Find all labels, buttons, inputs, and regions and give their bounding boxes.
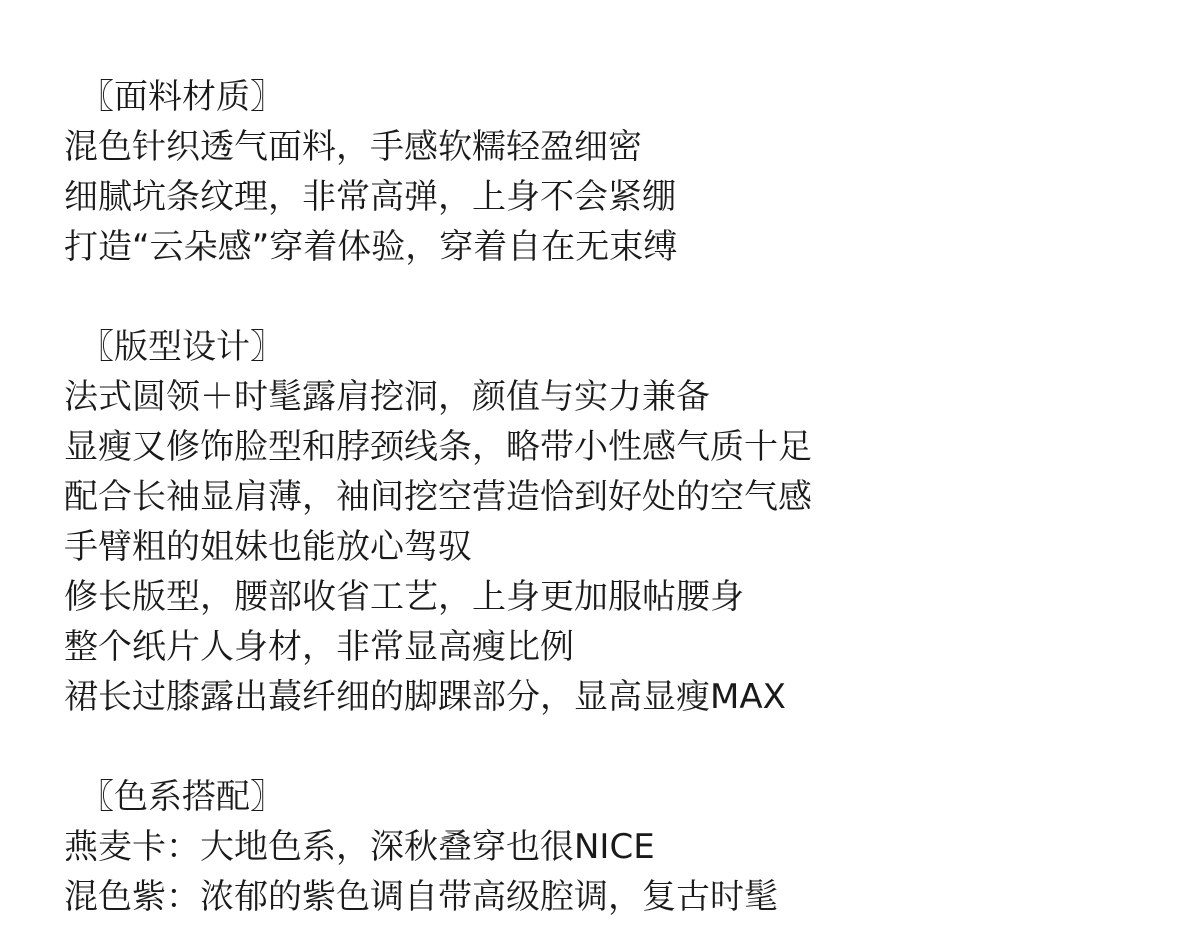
- text-line: 燕麦卡：大地色系，深秋叠穿也很NICE: [64, 827, 655, 867]
- section-heading: 〖色系搭配〗: [80, 777, 284, 817]
- text-line: 裙长过膝露出蕞纤细的脚踝部分，显高显瘦MAX: [64, 677, 786, 717]
- section-heading: 〖版型设计〗: [80, 327, 284, 367]
- text-line: 混色紫：浓郁的紫色调自带高级腔调，复古时髦: [64, 877, 778, 917]
- text-line: 配合长袖显肩薄，袖间挖空营造恰到好处的空气感: [64, 477, 812, 517]
- text-line: 整个纸片人身材，非常显高瘦比例: [64, 627, 574, 667]
- text-line: 显瘦又修饰脸型和脖颈线条，略带小性感气质十足: [64, 427, 812, 467]
- text-line: 混色针织透气面料，手感软糯轻盈细密: [64, 127, 642, 167]
- product-description: [64, 72, 1164, 922]
- section-colors: [64, 772, 1164, 922]
- section-design: [64, 322, 1164, 722]
- section-fabric: [64, 72, 1164, 272]
- text-line: 修长版型，腰部收省工艺，上身更加服帖腰身: [64, 577, 744, 617]
- text-line: 细腻坑条纹理，非常高弹，上身不会紧绷: [64, 177, 676, 217]
- text-line: 法式圆领＋时髦露肩挖洞，颜值与实力兼备: [64, 377, 710, 417]
- section-heading: 〖面料材质〗: [80, 77, 284, 117]
- text-line: 手臂粗的姐妹也能放心驾驭: [64, 527, 472, 567]
- text-line: 打造“云朵感”穿着体验，穿着自在无束缚: [64, 227, 678, 267]
